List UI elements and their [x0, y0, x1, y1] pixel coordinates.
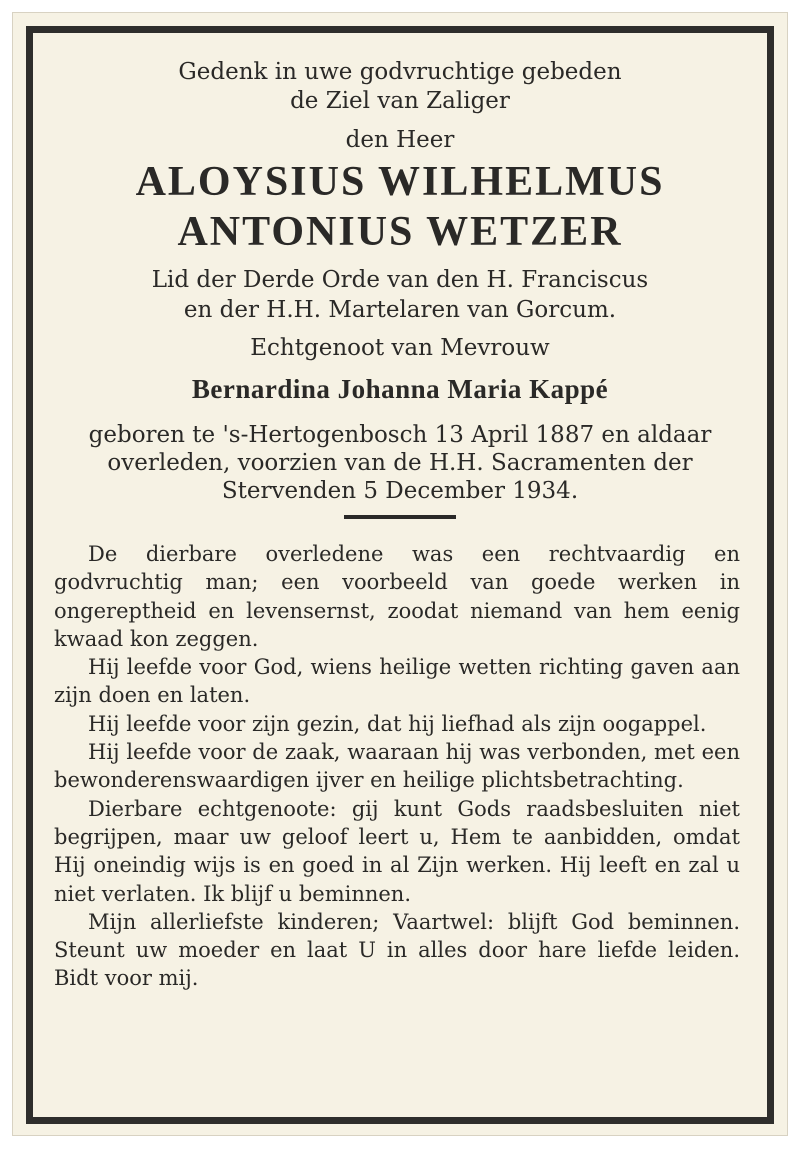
card-content: [34, 34, 766, 1116]
eulogy-paragraph: Hij leefde voor de zaak, waaraan hij was verbonden, met een bewonderenswaardigen ijver en heilige plichtsbetrachting.: [54, 740, 740, 793]
dates-line-1: geboren te 's-Hertogenbosch 13 April 1887 en aldaar: [88, 422, 712, 448]
eulogy-paragraph: Dierbare echtgenoote: gij kunt Gods raadsbesluiten niet begrijpen, maar uw geloof leert u, Hem te aanbidden, omdat Hij oneindig wijs is en goed in al Zijn werken. Hij leeft en zal u niet verlaten. Ik blijf u beminnen.: [54, 796, 740, 906]
intro-line-2: de Ziel van Zaliger: [290, 88, 510, 114]
membership-line-1: Lid der Derde Orde van den H. Franciscus: [151, 267, 649, 293]
intro-line-1: Gedenk in uwe godvruchtige gebeden: [178, 59, 622, 85]
deceased-name-line-2: ANTONIUS WETZER: [177, 209, 623, 255]
eulogy-paragraph: Hij leefde voor zijn gezin, dat hij liefhad als zijn oogappel.: [88, 711, 707, 736]
dates-line-3: Stervenden 5 December 1934.: [221, 478, 579, 504]
eulogy-text: [54, 540, 740, 993]
divider-rule: [344, 515, 456, 519]
spouse-name: Bernardina Johanna Maria Kappé: [191, 374, 609, 404]
spouse-intro: Echtgenoot van Mevrouw: [250, 335, 550, 361]
eulogy-paragraph: De dierbare overledene was een rechtvaardig en godvruchtig man; een voorbeeld van goede werken in ongereptheid en levensernst, zoodat niemand van hem eenig kwaad kon zeggen.: [54, 542, 740, 651]
deceased-name-line-1: ALOYSIUS WILHELMUS: [135, 159, 665, 205]
eulogy-paragraph: Hij leefde voor God, wiens heilige wetten richting gaven aan zijn doen en laten.: [54, 655, 740, 708]
dates-line-2: overleden, voorzien van de H.H. Sacramenten der: [107, 450, 693, 476]
membership-line-2: en der H.H. Martelaren van Gorcum.: [183, 297, 617, 323]
eulogy-paragraph: Mijn allerliefste kinderen; Vaartwel: blijft God beminnen. Steunt uw moeder en laat U in alles door hare liefde leiden. Bidt voor mij.: [54, 909, 740, 991]
intro-line-3: den Heer: [345, 127, 455, 153]
